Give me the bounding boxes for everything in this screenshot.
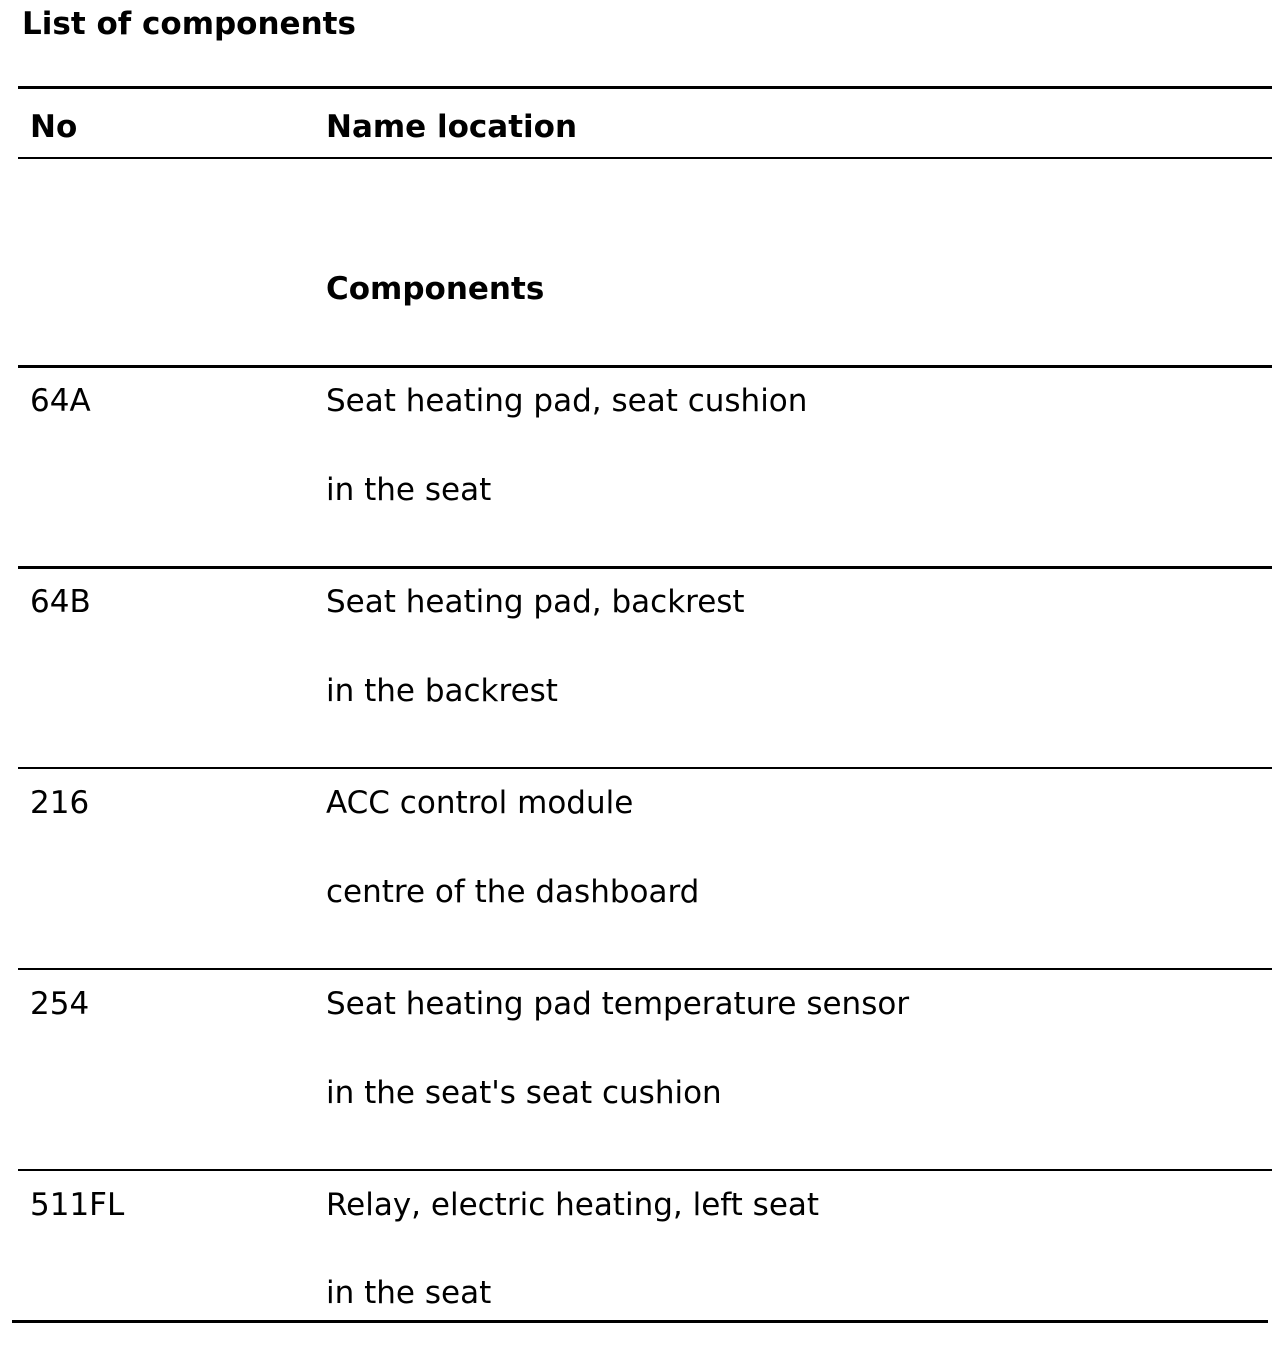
row-location: in the seat [326, 472, 492, 508]
row-rule [18, 566, 1272, 569]
table-bottom-rule [12, 1320, 1268, 1323]
row-name: Relay, electric heating, left seat [326, 1187, 820, 1223]
section-bottom-rule [18, 365, 1272, 368]
header-no: No [30, 109, 78, 145]
table-top-rule [18, 86, 1272, 89]
row-no: 216 [30, 785, 90, 821]
row-rule [18, 1169, 1272, 1171]
row-location: centre of the dashboard [326, 874, 700, 910]
row-location: in the seat's seat cushion [326, 1075, 722, 1111]
header-bottom-rule [18, 157, 1272, 159]
row-location: in the backrest [326, 673, 558, 709]
row-no: 64A [30, 383, 91, 419]
row-name: Seat heating pad, backrest [326, 584, 745, 620]
row-rule [18, 767, 1272, 769]
page-title: List of components [22, 6, 356, 42]
row-no: 511FL [30, 1187, 125, 1223]
row-name: ACC control module [326, 785, 634, 821]
row-no: 64B [30, 584, 91, 620]
header-name-location: Name location [326, 109, 578, 145]
row-rule [18, 968, 1272, 970]
section-label: Components [326, 271, 545, 307]
row-name: Seat heating pad temperature sensor [326, 986, 910, 1022]
row-no: 254 [30, 986, 90, 1022]
row-name: Seat heating pad, seat cushion [326, 383, 808, 419]
row-location: in the seat [326, 1275, 492, 1311]
